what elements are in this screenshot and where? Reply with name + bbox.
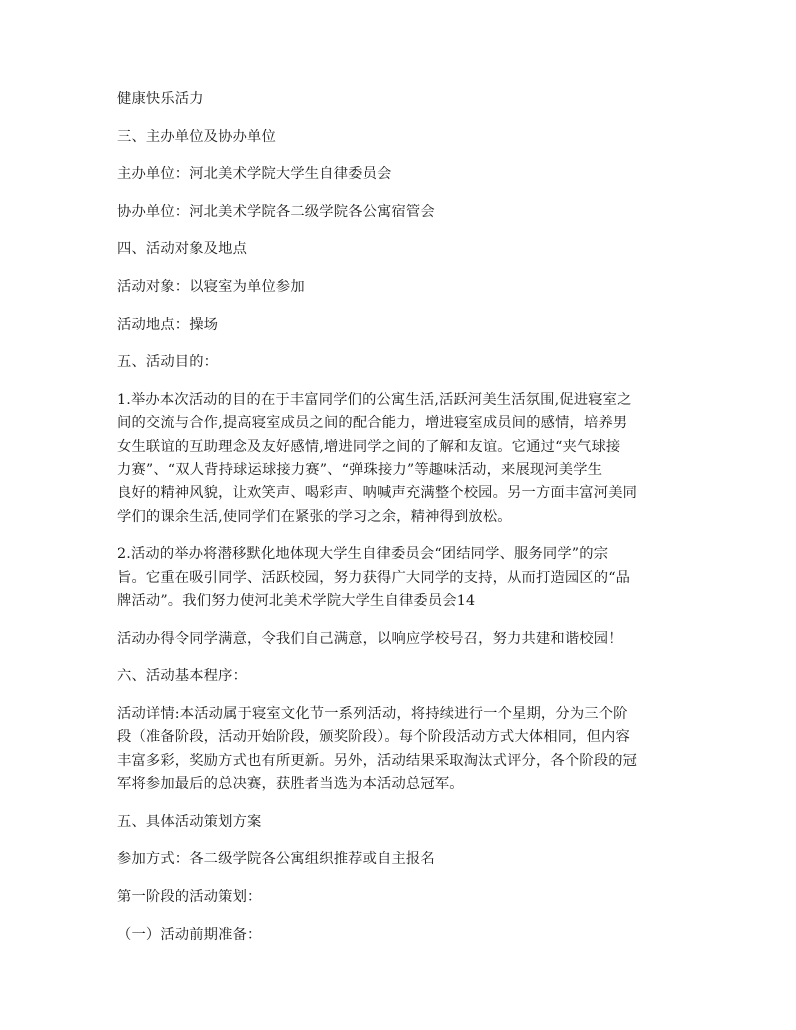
text-line: 牌活动”。我们努力使河北美术学院大学生自律委员会14 xyxy=(117,593,476,610)
paragraph-participants xyxy=(117,276,682,299)
paragraph-signup xyxy=(117,848,682,871)
heading-organizers xyxy=(117,126,682,149)
text-line: 五、具体活动策划方案 xyxy=(117,813,262,830)
text-line: 1.举办本次活动的目的在于丰富同学们的公寓生活,活跃河美生活氛围,促进寝室之 xyxy=(117,391,632,408)
text-line: （一）活动前期准备： xyxy=(117,926,262,943)
paragraph-details xyxy=(117,703,682,797)
paragraph-co-host xyxy=(117,201,682,224)
paragraph-purpose-2 xyxy=(117,543,682,613)
text-line: 段（准备阶段，活动开始阶段，颁奖阶段）。每个阶段活动方式大体相同，但内容 xyxy=(117,729,630,746)
heading-plan xyxy=(117,811,682,834)
text-line: 六、活动基本程序： xyxy=(117,668,248,685)
text-line: 主办单位：河北美术学院大学生自律委员会 xyxy=(117,166,392,183)
text-line: 2.活动的举办将潜移默化地体现大学生自律委员会“团结同学、服务同学”的宗 xyxy=(117,546,609,563)
heading-purpose xyxy=(117,351,682,374)
text-line: 四、活动对象及地点 xyxy=(117,241,248,258)
text-line: 旨。它重在吸引同学、活跃校园，努力获得广大同学的支持，从而打造园区的“品 xyxy=(117,569,631,586)
text-line: 三、主办单位及协办单位 xyxy=(117,128,276,145)
text-line: 丰富多彩，奖励方式也有所更新。另外，活动结果采取淘汰式评分，各个阶段的冠 xyxy=(117,752,638,769)
heading-participants-venue xyxy=(117,238,682,261)
heading-preparation xyxy=(117,924,682,947)
paragraph-host xyxy=(117,163,682,186)
paragraph-purpose-1 xyxy=(117,389,682,529)
text-line: 五、活动目的： xyxy=(117,354,219,371)
text-line: 军将参加最后的总决赛，获胜者当选为本活动总冠军。 xyxy=(117,776,464,793)
text-line: 良好的精神风貌，让欢笑声、喝彩声、呐喊声充满整个校园。另一方面丰富河美同 xyxy=(117,485,638,502)
text-line: 力赛”、“双人背持球运球接力赛”、“弹珠接力”等趣味活动，来展现河美学生 xyxy=(117,461,603,478)
text-line: 活动地点：操场 xyxy=(117,316,219,333)
text-line: 第一阶段的活动策划： xyxy=(117,888,262,905)
heading-procedure xyxy=(117,665,682,688)
text-line: 协办单位：河北美术学院各二级学院各公寓宿管会 xyxy=(117,203,435,220)
text-line: 间的交流与合作,提高寝室成员之间的配合能力，增进寝室成员间的感情，培养男 xyxy=(117,415,628,432)
paragraph-satisfaction xyxy=(117,628,682,651)
document-body xyxy=(117,88,682,961)
text-line: 健康快乐活力 xyxy=(117,91,204,107)
paragraph-slogan xyxy=(117,88,682,111)
text-line: 学们的课余生活,使同学们在紧张的学习之余，精神得到放松。 xyxy=(117,508,512,525)
text-line: 活动详情:本活动属于寝室文化节一系列活动，将持续进行一个星期，分为三个阶 xyxy=(117,705,628,722)
text-line: 活动办得令同学满意，令我们自己满意，以响应学校号召，努力共建和谐校园！ xyxy=(117,630,623,647)
paragraph-venue xyxy=(117,314,682,337)
text-line: 活动对象：以寝室为单位参加 xyxy=(117,278,305,295)
text-line: 女生联谊的互助理念及友好感情,增进同学之间的了解和友谊。它通过“夹气球接 xyxy=(117,438,621,455)
heading-stage-one xyxy=(117,886,682,909)
text-line: 参加方式：各二级学院各公寓组织推荐或自主报名 xyxy=(117,851,435,868)
